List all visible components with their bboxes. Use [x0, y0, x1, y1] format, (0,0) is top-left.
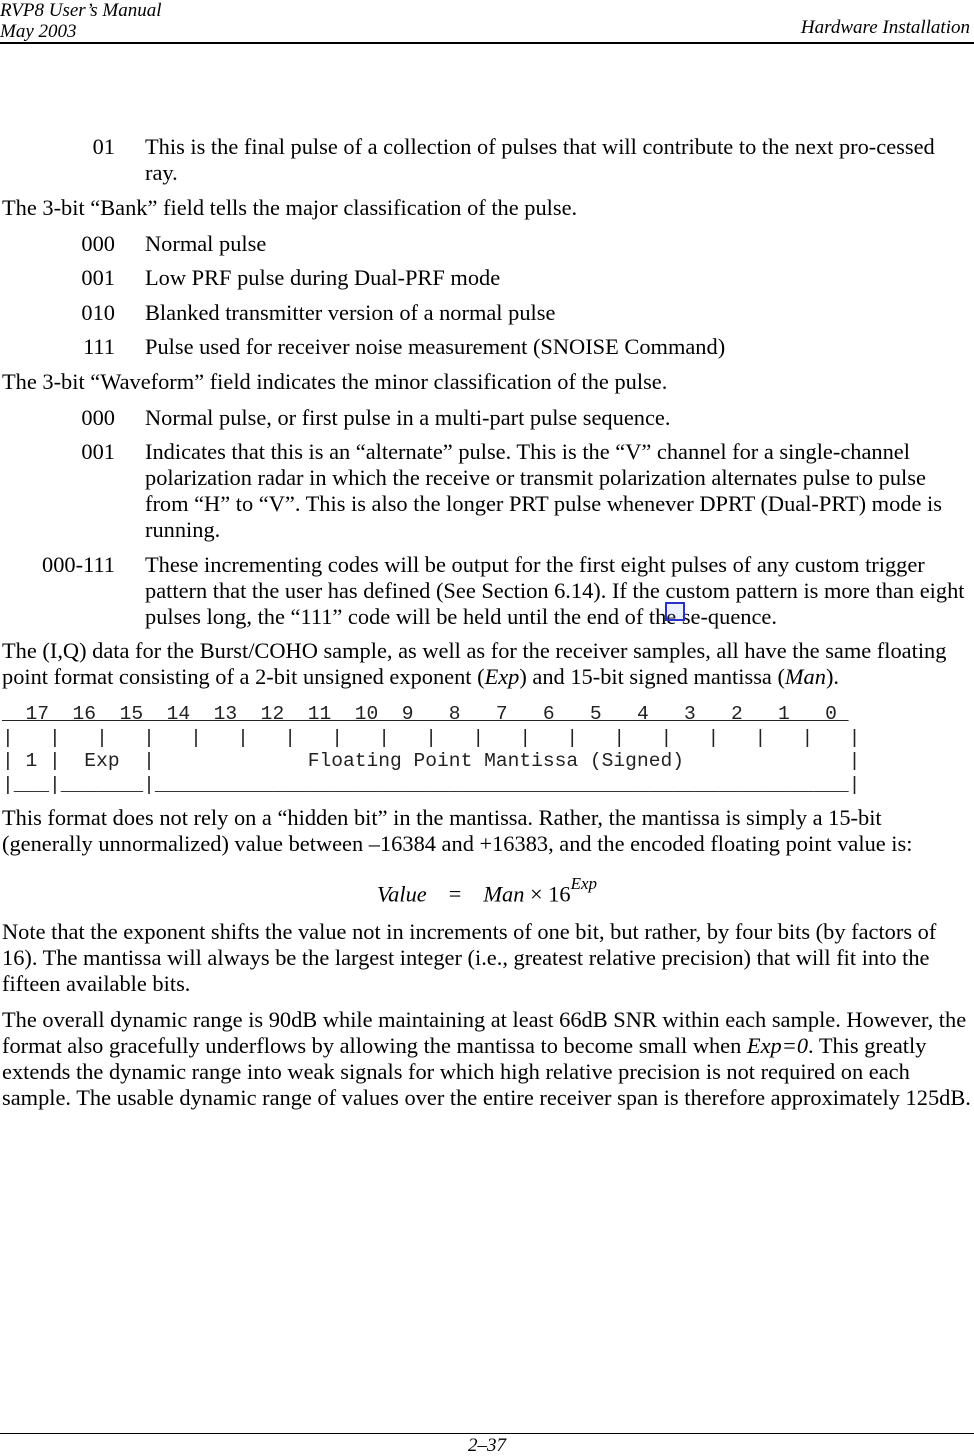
item-text: Blanked transmitter version of a normal pulse — [145, 299, 556, 325]
text-run: ) and 15-bit signed mantissa ( — [519, 664, 785, 689]
list-item — [2, 552, 972, 630]
text-run: The (I,Q) data for the Burst/COHO sample, as well as for the receiver samples, all have the same floating point format consisting of a 2-bit unsigned exponent ( — [2, 638, 947, 689]
bit-separators-row: | | | | | | | | | | | | | | | | | | | — [2, 726, 861, 749]
item-code: 111 — [83, 334, 115, 359]
formula-base: 16 — [548, 881, 571, 907]
item-code: 000 — [81, 404, 115, 430]
bank-list — [2, 231, 972, 361]
item-code: 001 — [81, 439, 115, 464]
list-item — [2, 334, 972, 360]
dynamic-range-paragraph — [2, 1007, 972, 1111]
waveform-list — [2, 405, 972, 630]
manual-date: May 2003 — [0, 21, 77, 42]
section-title: Hardware Installation — [800, 17, 970, 38]
list-item — [2, 439, 972, 543]
waveform-intro: The 3-bit “Waveform” field indicates the minor classification of the pulse. — [2, 368, 668, 394]
item-text: Normal pulse, or first pulse in a multi-part pulse sequence. — [145, 404, 671, 430]
item-text: This is the final pulse of a collection of pulses that will contribute to the next pro-cessed ray. — [145, 134, 935, 185]
item-code: 000 — [81, 230, 115, 256]
formula-exponent: Exp — [570, 874, 598, 893]
list-item — [2, 405, 972, 431]
running-header-left — [0, 0, 162, 42]
hidden-bit-paragraph: This format does not rely on a “hidden bit” in the mantissa. Rather, the mantissa is simply a 15-bit (generally unnormalized) value between –16384 and +16383, and the encoded floating point value is: — [2, 805, 913, 856]
text-run: . This greatly extends the dynamic range into weak signals for which high relative precision is not required on each sample. The usable dynamic range of values over the entire receiver span is therefore approximately 125dB. — [2, 1033, 971, 1111]
item-text: These incrementing codes will be output for the first eight pulses of any custom trigger pattern that the user has defined (See Section 6.14). If the custom pattern is more than eight pulses long, the “111” code will be held until the end of the se-quence. — [145, 551, 965, 629]
list-item — [2, 300, 972, 326]
formula-times: × — [524, 881, 549, 907]
bit-numbers-row: 17 16 15 14 13 12 11 10 9 8 7 6 5 4 3 2 1 0 — [2, 703, 849, 725]
item-text: Normal pulse — [145, 230, 267, 256]
bit-bottom-row: |___|_______|___________________________________________________________| — [2, 773, 861, 796]
item-text: Low PRF pulse during Dual-PRF mode — [145, 265, 501, 290]
page-number: 2–37 — [468, 1435, 506, 1456]
man-term: Man — [784, 664, 826, 689]
item-text: Indicates that this is an “alternate” pulse. This is the “V” channel for a single-channel polarization radar in which the receive or transmit polarization alternates pulse to pulse from “H” to “V”. This is also the longer PRT pulse whenever DPRT (Dual-PRT) mode is running. — [145, 439, 942, 542]
item-code: 000-111 — [42, 551, 115, 577]
header-rule — [0, 42, 974, 44]
bit-fields-row: | 1 | Exp | Floating Point Mantissa (Signed) | — [2, 750, 861, 772]
list-item — [2, 231, 972, 257]
item-code: 01 — [92, 134, 115, 159]
formula-lhs: Value — [376, 881, 427, 907]
highlight-marker — [665, 602, 685, 621]
value-formula — [2, 875, 972, 907]
page-body — [2, 134, 972, 1121]
manual-title: RVP8 User’s Manual — [0, 0, 162, 21]
formula-mantissa: Man — [483, 881, 525, 907]
exponent-paragraph: Note that the exponent shifts the value not in increments of one bit, but rather, by four bits (by factors of 16). The mantissa will always be the largest integer (i.e., greatest relative precision) that will fit into the fifteen available bits. — [2, 919, 937, 997]
formula-equals: = — [448, 881, 462, 907]
exp-zero-term: Exp=0 — [746, 1033, 809, 1059]
bit-field-diagram — [2, 703, 972, 797]
item-code: 001 — [81, 265, 115, 290]
footer-rule — [0, 1433, 974, 1434]
list-item — [2, 265, 972, 291]
item-text: Pulse used for receiver noise measurement (SNOISE Command) — [145, 334, 726, 359]
text-run: The overall dynamic range is 90dB while maintaining at least 66dB SNR within each sample. However, the format also gracefully underflows by allowing the mantissa to become small when — [2, 1007, 967, 1059]
item-code: 010 — [81, 299, 115, 325]
text-run: ). — [825, 664, 840, 689]
bank-intro: The 3-bit “Bank” field tells the major classification of the pulse. — [2, 194, 578, 220]
format-paragraph — [2, 638, 972, 690]
exp-term: Exp — [484, 664, 520, 689]
final-pulse-item — [2, 134, 972, 186]
